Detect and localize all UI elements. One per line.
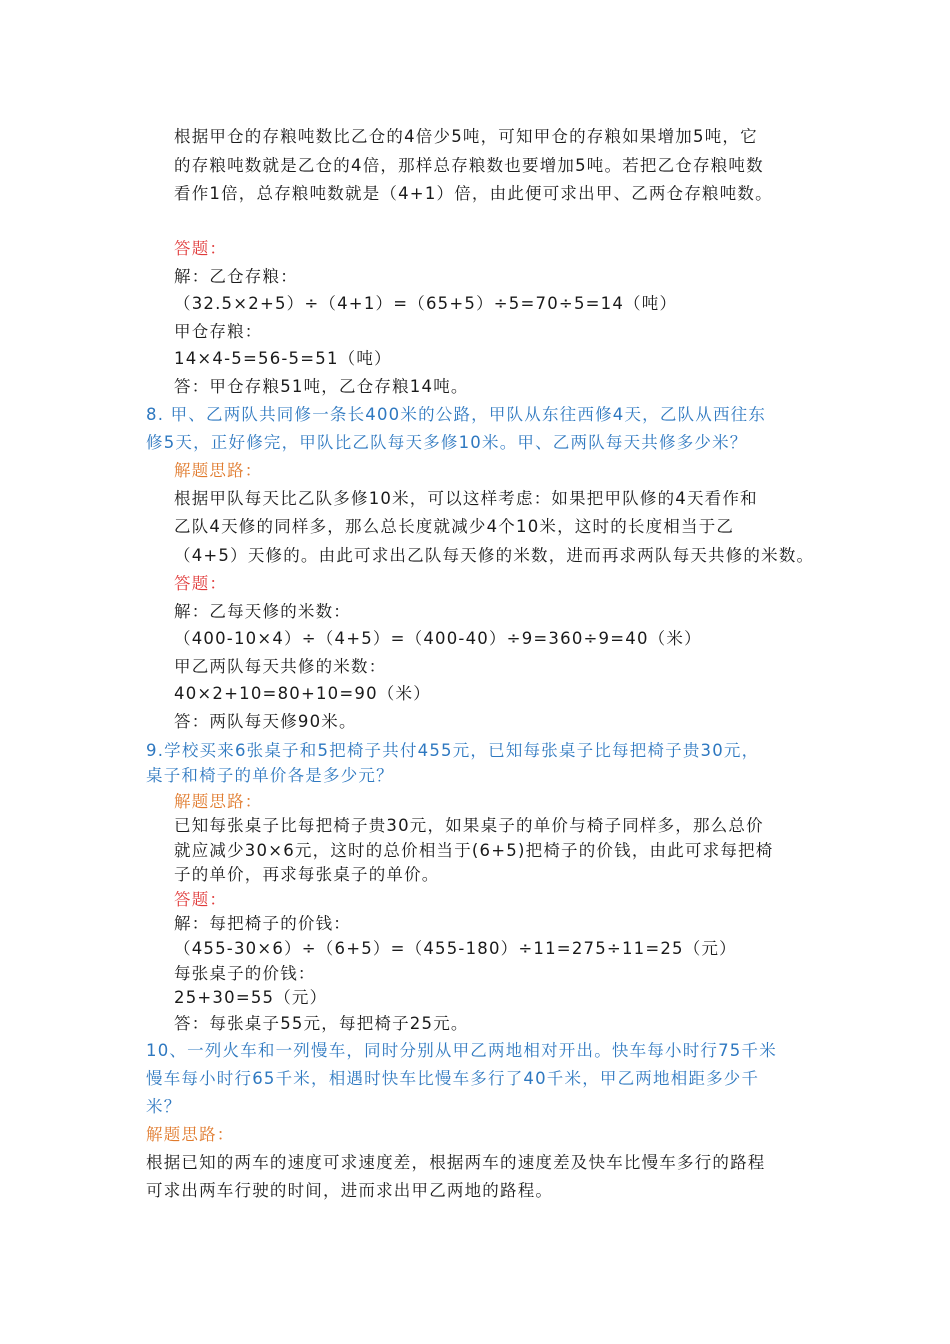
answer-label: 答题： <box>174 239 228 258</box>
question-line: 慢车每小时行65千米，相遇时快车比慢车多行了40千米，甲乙两地相距多少千 <box>146 1069 760 1088</box>
question-line: 桌子和椅子的单价各是多少元？ <box>146 766 394 785</box>
intro-line: 的存粮吨数就是乙仓的4倍，那样总存粮数也要增加5吨。若把乙仓存粮吨数 <box>174 156 764 175</box>
thinking-line: 根据甲队每天比乙队多修10米，可以这样考虑：如果把甲队修的4天看作和 <box>174 489 758 508</box>
thinking-line: 已知每张桌子比每把椅子贵30元，如果桌子的单价与椅子同样多，那么总价 <box>174 816 764 835</box>
answer-line: 解：每把椅子的价钱： <box>174 914 351 933</box>
answer-line: 40×2+10=80+10=90（米） <box>174 684 431 703</box>
thinking-line: 可求出两车行驶的时间，进而求出甲乙两地的路程。 <box>146 1181 554 1200</box>
answer-line: 14×4-5=56-5=51（吨） <box>174 349 392 368</box>
intro-line: 根据甲仓的存粮吨数比乙仓的4倍少5吨，可知甲仓的存粮如果增加5吨，它 <box>174 127 758 146</box>
thinking-line: （4+5）天修的。由此可求出乙队每天修的米数，进而再求两队每天共修的米数。 <box>174 546 815 565</box>
thinking-label: 解题思路： <box>174 461 263 480</box>
answer-line: 25+30=55（元） <box>174 988 328 1007</box>
question-line: 9.学校买来6张桌子和5把椅子共付455元，已知每张桌子比每把椅子贵30元， <box>146 741 760 760</box>
intro-line: 看作1倍，总存粮吨数就是（4+1）倍，由此便可求出甲、乙两仓存粮吨数。 <box>174 184 773 203</box>
answer-line: 解：乙每天修的米数： <box>174 602 351 621</box>
thinking-label: 解题思路： <box>174 792 263 811</box>
question-line: 米？ <box>146 1097 182 1116</box>
thinking-label: 解题思路： <box>146 1125 235 1144</box>
answer-line: 答：甲仓存粮51吨，乙仓存粮14吨。 <box>174 377 469 396</box>
answer-line: （400-10×4）÷（4+5）=（400-40）÷9=360÷9=40（米） <box>174 629 702 648</box>
answer-line: 甲仓存粮： <box>174 322 263 341</box>
answer-line: 解：乙仓存粮： <box>174 267 298 286</box>
question-line: 8. 甲、乙两队共同修一条长400米的公路，甲队从东往西修4天，乙队从西往东 <box>146 405 767 424</box>
answer-line: （455-30×6）÷（6+5）=（455-180）÷11=275÷11=25（元） <box>174 939 737 958</box>
answer-line: 答：每张桌子55元，每把椅子25元。 <box>174 1014 469 1033</box>
question-line: 10、一列火车和一列慢车，同时分别从甲乙两地相对开出。快车每小时行75千米 <box>146 1041 777 1060</box>
answer-line: 答：两队每天修90米。 <box>174 712 357 731</box>
answer-line: 甲乙两队每天共修的米数： <box>174 657 387 676</box>
answer-line: 每张桌子的价钱： <box>174 964 316 983</box>
answer-label: 答题： <box>174 890 228 909</box>
thinking-line: 就应减少30×6元，这时的总价相当于(6+5)把椅子的价钱，由此可求每把椅 <box>174 841 774 860</box>
thinking-line: 根据已知的两车的速度可求速度差，根据两车的速度差及快车比慢车多行的路程 <box>146 1153 766 1172</box>
question-line: 修5天，正好修完，甲队比乙队每天多修10米。甲、乙两队每天共修多少米？ <box>146 433 748 452</box>
thinking-line: 子的单价，再求每张桌子的单价。 <box>174 865 440 884</box>
answer-line: （32.5×2+5）÷（4+1）=（65+5）÷5=70÷5=14（吨） <box>174 294 678 313</box>
thinking-line: 乙队4天修的同样多，那么总长度就减少4个10米，这时的长度相当于乙 <box>174 517 735 536</box>
answer-label: 答题： <box>174 574 228 593</box>
